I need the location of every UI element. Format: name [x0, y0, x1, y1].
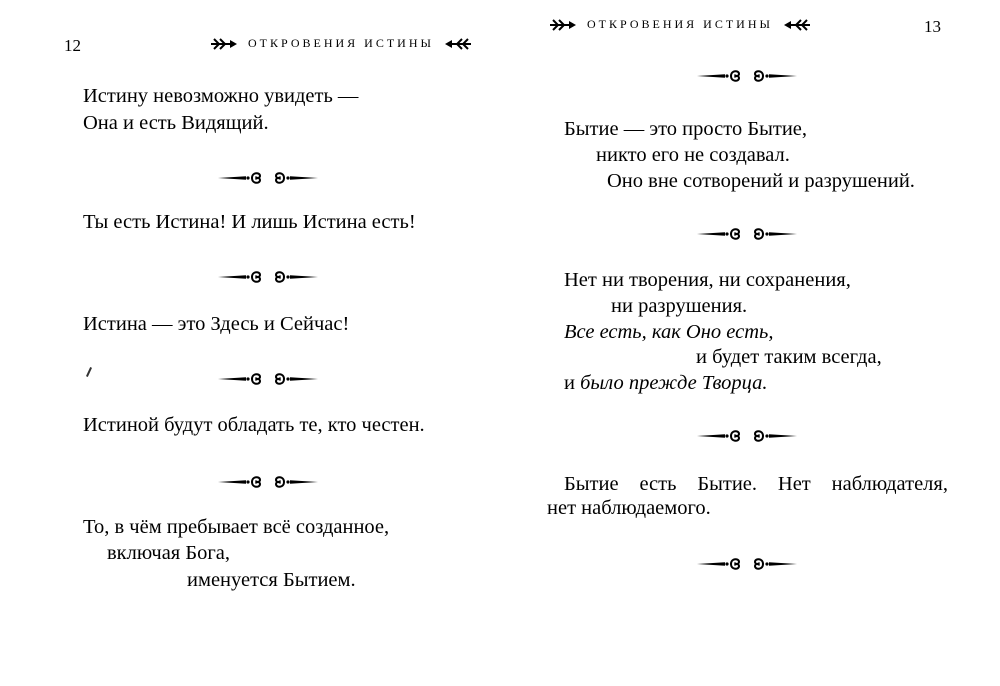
word: Бытие.: [697, 473, 758, 495]
word: есть: [639, 473, 677, 495]
fleuron-divider-icon: [695, 226, 799, 242]
running-head-title: ОТКРОВЕНИЯ ИСТИНЫ: [587, 17, 773, 31]
fleuron-divider-icon: [216, 170, 320, 186]
fleuron-divider-icon: [216, 371, 320, 387]
right-page: [500, 0, 1000, 686]
word: Нет: [777, 473, 811, 495]
text-line: включая Бога,: [107, 542, 231, 564]
page-number: 12: [64, 36, 81, 55]
word: Бытие: [564, 473, 619, 495]
justified-text-line: [564, 474, 948, 495]
text-line: никто его не создавал.: [596, 144, 790, 166]
arrow-right-ornament-icon: [210, 37, 238, 51]
text-line: То, в чём пребывает всё созданное,: [83, 516, 390, 538]
text-line-mixed: [564, 373, 768, 394]
running-head-title: ОТКРОВЕНИЯ ИСТИНЫ: [248, 36, 434, 50]
text-line: именуется Бытием.: [187, 569, 356, 591]
text-line: и будет таким всегда,: [696, 346, 882, 368]
text-line: Истину невозможно увидеть —: [83, 85, 359, 107]
running-head: [549, 17, 811, 32]
text-line: Она и есть Видящий.: [83, 112, 269, 134]
text-line: Истиной будут обладать те, кто честен.: [83, 414, 425, 436]
page-number: 13: [924, 17, 941, 36]
text-line: Ты есть Истина! И лишь Истина есть!: [83, 211, 416, 233]
running-head: [210, 36, 472, 51]
fleuron-divider-icon: [695, 556, 799, 572]
fleuron-divider-icon: [695, 428, 799, 444]
fleuron-divider-icon: [216, 269, 320, 285]
text-line: Оно вне сотворений и разрушений.: [607, 170, 915, 192]
text-line: Нет ни творения, ни сохранения,: [564, 269, 851, 291]
fleuron-divider-icon: [695, 68, 799, 84]
arrow-left-ornament-icon: [783, 18, 811, 32]
text-fragment: и: [564, 372, 575, 394]
print-speck: [86, 367, 92, 377]
text-line: нет наблюдаемого.: [547, 497, 711, 519]
text-line-italic: Все есть, как Оно есть,: [564, 321, 774, 343]
text-line: Бытие — это просто Бытие,: [564, 118, 808, 140]
arrow-left-ornament-icon: [444, 37, 472, 51]
text-line: Истина — это Здесь и Сейчас!: [83, 313, 350, 335]
arrow-right-ornament-icon: [549, 18, 577, 32]
text-line: ни разрушения.: [611, 295, 748, 317]
fleuron-divider-icon: [216, 474, 320, 490]
text-fragment-italic: было прежде Творца.: [580, 372, 768, 394]
word: наблюдателя,: [831, 473, 948, 495]
